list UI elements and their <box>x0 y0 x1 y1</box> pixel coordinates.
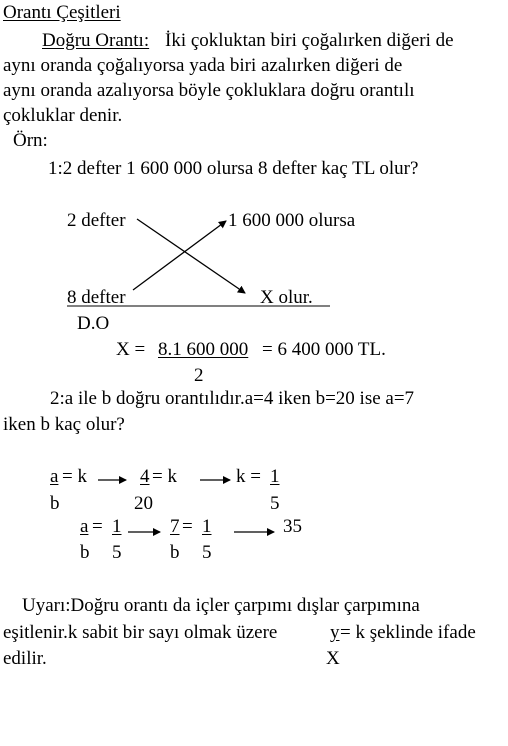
example1-top-right: 1 600 000 olursa <box>228 210 356 231</box>
definition-term: Doğru Orantı: <box>42 30 150 51</box>
example1-bottom-left: 8 defter <box>67 287 126 308</box>
warning-fraction-numerator: y <box>330 622 340 643</box>
definition-line-3: aynı oranda azalıyorsa böyle çokluklara doğru orantılı <box>3 80 415 101</box>
row1-b-rest: = k <box>152 466 177 487</box>
row2-a-equals: = <box>92 516 103 537</box>
warning-line-1: Uyarı:Doğru orantı da içler çarpımı dışlar çarpımına <box>22 595 420 616</box>
example1-solution-prefix: X = <box>116 339 146 360</box>
example1-top-left: 2 defter <box>67 210 126 231</box>
row1-a-denominator: b <box>50 493 60 514</box>
example1-solution-denominator: 2 <box>194 365 204 386</box>
example1-question: 1:2 defter 1 600 000 olursa 8 defter kaç TL olur? <box>48 158 419 179</box>
row1-c-prefix: k = <box>236 466 261 487</box>
row2-a-numerator: a <box>80 516 89 537</box>
row1-a-rest: = k <box>62 466 87 487</box>
example-label: Örn: <box>13 130 48 151</box>
row1-b-numerator: 4 <box>140 466 150 487</box>
row2-b-numerator: 7 <box>170 516 180 537</box>
row2-b-denominator: b <box>170 542 180 563</box>
row1-b-denominator: 20 <box>134 493 153 514</box>
example1-solution-suffix: = 6 400 000 TL. <box>262 339 386 360</box>
row2-b-numerator-2: 1 <box>202 516 212 537</box>
row2-a-numerator-2: 1 <box>112 516 122 537</box>
warning-line-3: edilir. <box>3 648 47 669</box>
row1-c-numerator: 1 <box>270 466 280 487</box>
example2-question-line-1: 2:a ile b doğru orantılıdır.a=4 iken b=20 ise a=7 <box>50 388 415 409</box>
warning-line-2-suffix: = k şeklinde ifade <box>340 622 476 643</box>
row2-b-denominator-2: 5 <box>202 542 212 563</box>
example1-bottom-right: X olur. <box>260 287 313 308</box>
row2-result: 35 <box>283 516 302 537</box>
example1-relation: D.O <box>77 313 110 334</box>
definition-line-1: İki çokluktan biri çoğalırken diğeri de <box>165 30 454 51</box>
definition-line-4: çokluklar denir. <box>3 105 123 126</box>
cross-arrow-up <box>133 221 226 290</box>
row1-a-numerator: a <box>50 466 59 487</box>
page-title: Orantı Çeşitleri <box>3 2 121 23</box>
example1-solution-numerator: 8.1 600 000 <box>158 339 249 360</box>
cross-arrow-down <box>137 219 245 293</box>
row2-a-denominator: b <box>80 542 90 563</box>
row2-a-denominator-2: 5 <box>112 542 122 563</box>
warning-fraction-denominator: X <box>326 648 340 669</box>
example2-question-line-2: iken b kaç olur? <box>3 414 125 435</box>
definition-line-2: aynı oranda çoğalıyorsa yada biri azalırken diğeri de <box>3 55 403 76</box>
row1-c-denominator: 5 <box>270 493 280 514</box>
row2-b-equals: = <box>182 516 193 537</box>
warning-line-2-prefix: eşitlenir.k sabit bir sayı olmak üzere <box>3 622 278 643</box>
